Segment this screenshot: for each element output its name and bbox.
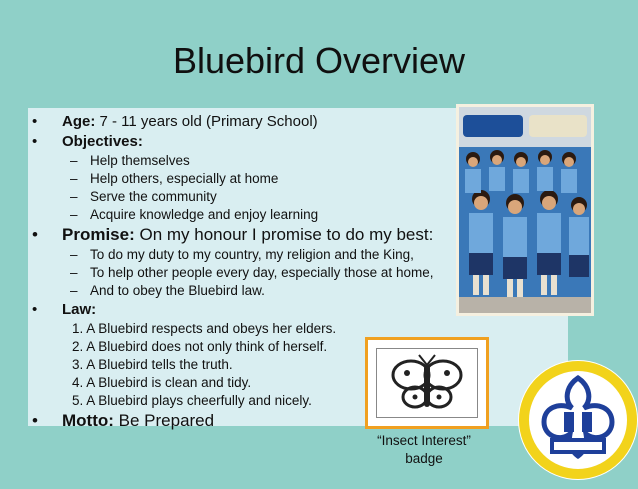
objective-item: – Acquire knowledge and enjoy learning <box>30 206 460 224</box>
law-label: Law: <box>62 301 97 318</box>
motto-label: Motto: <box>62 411 114 430</box>
age-text: 7 - 11 years old (Primary School) <box>95 113 318 130</box>
promise-bullet <box>30 224 460 246</box>
bluebird-group-photo <box>456 104 594 316</box>
girl-guides-logo <box>514 356 638 484</box>
promise-item: – To do my duty to my country, my religion and the King, <box>30 246 460 264</box>
promise-item: – To help other people every day, especially those at home, <box>30 264 460 282</box>
objectives-bullet <box>30 132 460 152</box>
badge-caption-badge: badge <box>405 451 443 466</box>
law-item: 3. A Bluebird tells the truth. <box>72 357 233 372</box>
promise-label: Promise: <box>62 225 135 244</box>
age-label: Age: <box>62 113 96 130</box>
law-bullet <box>30 300 460 320</box>
badge-frame <box>376 348 478 418</box>
age-bullet <box>30 112 460 132</box>
badge-caption-title: “Insect Interest” <box>377 433 471 448</box>
objective-item: – Help themselves <box>30 152 460 170</box>
law-item: 1. A Bluebird respects and obeys her elders. <box>72 321 337 336</box>
objectives-label: Objectives: <box>62 133 143 150</box>
law-item: 4. A Bluebird is clean and tidy. <box>72 375 252 390</box>
objective-item: – Help others, especially at home <box>30 170 460 188</box>
law-item: 2. A Bluebird does not only think of herself. <box>72 339 328 354</box>
slide-title: Bluebird Overview <box>172 40 466 81</box>
badge-caption <box>350 432 498 468</box>
butterfly-icon <box>377 349 477 417</box>
promise-text: On my honour I promise to do my best: <box>134 225 434 244</box>
photo-illustration <box>459 107 591 313</box>
insect-interest-badge <box>365 337 489 429</box>
trefoil-emblem-icon <box>514 356 638 484</box>
objective-item: – Serve the community <box>30 188 460 206</box>
promise-item: – And to obey the Bluebird law. <box>30 282 460 300</box>
motto-text: Be Prepared <box>113 411 215 430</box>
law-item: 5. A Bluebird plays cheerfully and nicely. <box>72 393 312 408</box>
